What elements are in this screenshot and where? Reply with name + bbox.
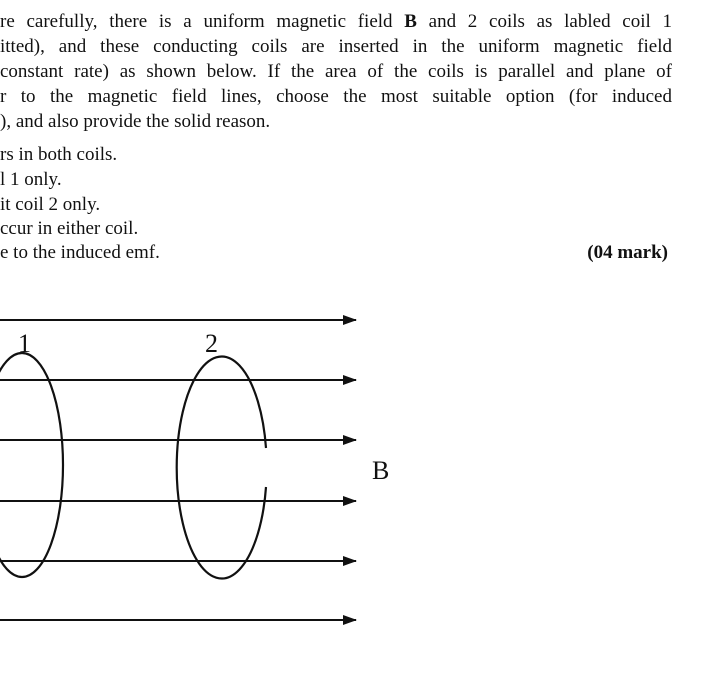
option-line-c: it coil 2 only. bbox=[0, 194, 101, 215]
coil-2-label: 2 bbox=[205, 329, 218, 358]
magnetic-field-figure bbox=[0, 290, 720, 650]
question-line-1: re carefully, there is a uniform magnetic field B and 2 coils as labled coil 1 bbox=[0, 11, 672, 32]
coil-2 bbox=[177, 357, 266, 579]
question-line-5: ), and also provide the solid reason. bbox=[0, 111, 271, 132]
coil-1 bbox=[0, 353, 63, 577]
question-line-2: itted), and these conducting coils are inserted in the uniform magnetic field bbox=[0, 36, 672, 57]
question-line-3: constant rate) as shown below. If the area of the coils is parallel and plane of bbox=[0, 61, 672, 82]
option-line-b: l 1 only. bbox=[0, 169, 62, 190]
field-b-label: B bbox=[372, 456, 390, 485]
option-line-d: ccur in either coil. bbox=[0, 218, 139, 239]
question-line-4: r to the magnetic field lines, choose the most suitable option (for induced bbox=[0, 86, 672, 107]
option-line-a: rs in both coils. bbox=[0, 144, 118, 165]
coil-1-label: 1 bbox=[18, 329, 31, 358]
field-symbol-b: B bbox=[404, 11, 417, 32]
marks-label: (04 mark) bbox=[587, 242, 668, 263]
option-line-e: e to the induced emf. bbox=[0, 242, 160, 263]
